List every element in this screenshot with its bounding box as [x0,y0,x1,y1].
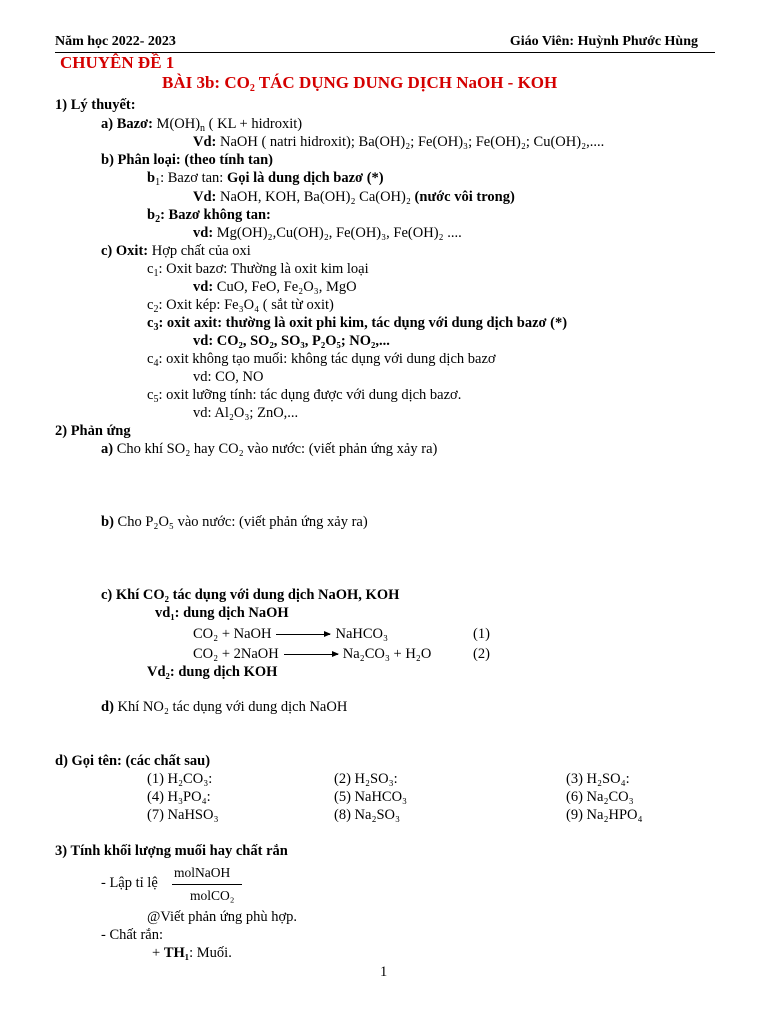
ratio-label: - Lập tỉ lệ [101,875,158,891]
school-year: Năm học 2022- 2023 [55,34,176,49]
c5-text: : oxit lưỡng tính: tác dụng được với dung dịch bazơ. [158,387,462,403]
b1-line [147,169,384,187]
base-formula-b: ( KL + hidroxit) [205,116,303,132]
b2-vd-text: Mg(OH)₂,Cu(OH)₂, Fe(OH)₃, Fe(OH)₂ .... [213,225,462,241]
b1-sub: 1 [155,177,161,188]
ratio-numerator: molNaOH [174,865,231,880]
solid-label: - Chất rắn: [101,927,164,943]
c1-vd-text: CuO, FeO, Fe₂O₃, MgO [213,279,357,295]
naming-item: (6) Na₂CO₃ [566,789,634,805]
th1-text: : Muối. [189,945,232,961]
th1-label: TH₁ [163,945,190,961]
fraction-bar [172,884,242,885]
write-reaction: @Viết phản ứng phù hợp. [147,909,298,925]
base-formula-a: M(OH) [152,116,201,132]
b1-vd-label: Vd: [193,189,217,205]
naming-item: (4) H₃PO₄: [147,789,211,805]
th1-prefix: + [152,945,164,961]
reaction-a-label: a) [101,441,114,457]
base-line [101,115,302,133]
c4-line: $c_4$: oxit không tạo muối: không tác dụng với dung dịch bazơ [147,351,496,369]
equation-2 [193,645,431,663]
b2-text: : Bazơ không tan: [160,207,271,223]
page-number: 1 [380,964,388,980]
b1-vd-text: NaOH, KOH, Ba(OH)₂ Ca(OH)₂ [216,189,415,205]
oxide-label: c) Oxit: [101,243,149,259]
b1-bold: Gọi là dung dịch bazơ (*) [226,170,384,186]
eq1-right: NaHCO₃ [335,626,389,642]
equation-1 [193,625,388,643]
c3-line: $c_3$: oxit axit: thường là oxit phi kim, tác dụng với dung dịch bazơ (*) [147,315,568,333]
reaction-d-text: Khí NO₂ tác dụng với dung dịch NaOH [113,699,348,715]
b1-text: : Bazơ tan: [160,170,227,186]
theory-heading: 1) Lý thuyết: [55,97,136,113]
naming-item: (1) H₂CO₃: [147,771,213,787]
oxide-line [101,242,251,260]
eq1-left: CO₂ + NaOH [193,626,272,642]
naming-item: (9) Na₂HPO₄ [566,807,643,823]
base-label: a) Bazơ: [101,116,153,132]
c3-text: : oxit axit: thường là oxit phi kim, tác dụng với dung dịch bazơ (*) [158,315,568,331]
base-formula-sub: n [200,123,206,134]
lesson-title-a: BÀI 3b: CO [162,73,250,92]
c5-example: vd: Al₂O₃; ZnO,... [193,405,299,421]
naming-heading: d) Gọi tên: (các chất sau) [55,753,211,769]
th1-line [152,944,232,962]
reaction-b-label: b) [101,514,114,530]
c3-example: vd: CO₂, SO₂, SO₃, P₂O₅; NO₂,... [193,333,390,349]
teacher-name: Giáo Viên: Huỳnh Phước Hùng [509,34,698,49]
reaction-a-text: Cho khí SO₂ hay CO₂ vào nước: (viết phản ứng xảy ra) [113,441,438,457]
eq1-number: (1) [473,626,490,642]
c5-line: $c_5$: oxit lưỡng tính: tác dụng được với dung dịch bazơ. [147,387,462,405]
reaction-b-text: Cho P₂O₅ vào nước: (viết phản ứng xảy ra) [113,514,368,530]
c1-vd-label: vd: [193,279,214,295]
naming-item: (3) H₂SO₄: [566,771,630,787]
reaction-a [101,440,437,458]
b1-label: b [147,170,156,186]
c1-text: : Oxit bazơ: Thường là oxit kim loại [158,261,369,277]
classify-heading: b) Phân loại: (theo tính tan) [101,152,274,168]
oxide-text: Hợp chất của oxi [148,243,251,259]
b1-vd-bold: (nước vôi trong) [414,189,515,205]
mass-heading: 3) Tính khối lượng muối hay chất rắn [55,843,288,859]
naming-item: (5) NaHCO₃ [334,789,408,805]
c2-line: $c_2$: Oxit kép: Fe₃O₄ ( sắt từ oxit) [147,297,334,315]
b2-line [147,206,271,224]
b2-vd-label: vd: [193,225,214,241]
c4-example: vd: CO, NO [193,369,264,385]
lesson-title [162,74,557,92]
naming-item: (7) NaHSO₃ [147,807,219,823]
c4-text: : oxit không tạo muối: không tác dụng với dung dịch bazơ [158,351,496,367]
reaction-d-label: d) [101,699,114,715]
base-vd-label: Vd: [193,134,217,150]
ratio-denominator: molCO₂ [190,888,235,903]
b2-example [193,224,462,242]
vd2-label: Vd₂: dung dịch KOH [147,664,278,680]
b1-example [193,188,515,206]
eq2-number: (2) [473,646,490,662]
topic-title: CHUYÊN ĐỀ 1 [60,53,175,72]
ratio-fraction [172,865,242,904]
reaction-c: c) Khí CO₂ tác dụng với dung dịch NaOH, KOH [101,587,400,603]
reaction-heading: 2) Phản ứng [55,423,131,439]
reaction-b [101,513,368,531]
arrow-icon [276,634,330,635]
c1-line: $c_1$: Oxit bazơ: Thường là oxit kim loại [147,261,369,279]
b2-sub: 2 [155,214,161,225]
vd1-label: vd₁: dung dịch NaOH [155,605,289,621]
lesson-title-sub: 2 [249,83,255,94]
arrow-icon [284,654,338,655]
eq2-right: Na₂CO₃ + H₂O [342,646,432,662]
lesson-title-b: TÁC DỤNG DUNG DỊCH NaOH - KOH [254,73,558,92]
naming-item: (2) H₂SO₃: [334,771,398,787]
c2-text: : Oxit kép: Fe₃O₄ ( sắt từ oxit) [158,297,334,313]
eq2-left: CO₂ + 2NaOH [193,646,279,662]
base-vd-text: NaOH ( natri hidroxit); Ba(OH)₂; Fe(OH)₃; Fe(OH)₂; Cu(OH)₂,.... [216,134,605,150]
b2-label: b [147,207,156,223]
c1-example [193,278,357,296]
reaction-d [101,698,347,716]
base-example [193,133,604,151]
naming-item: (8) Na₂SO₃ [334,807,401,823]
